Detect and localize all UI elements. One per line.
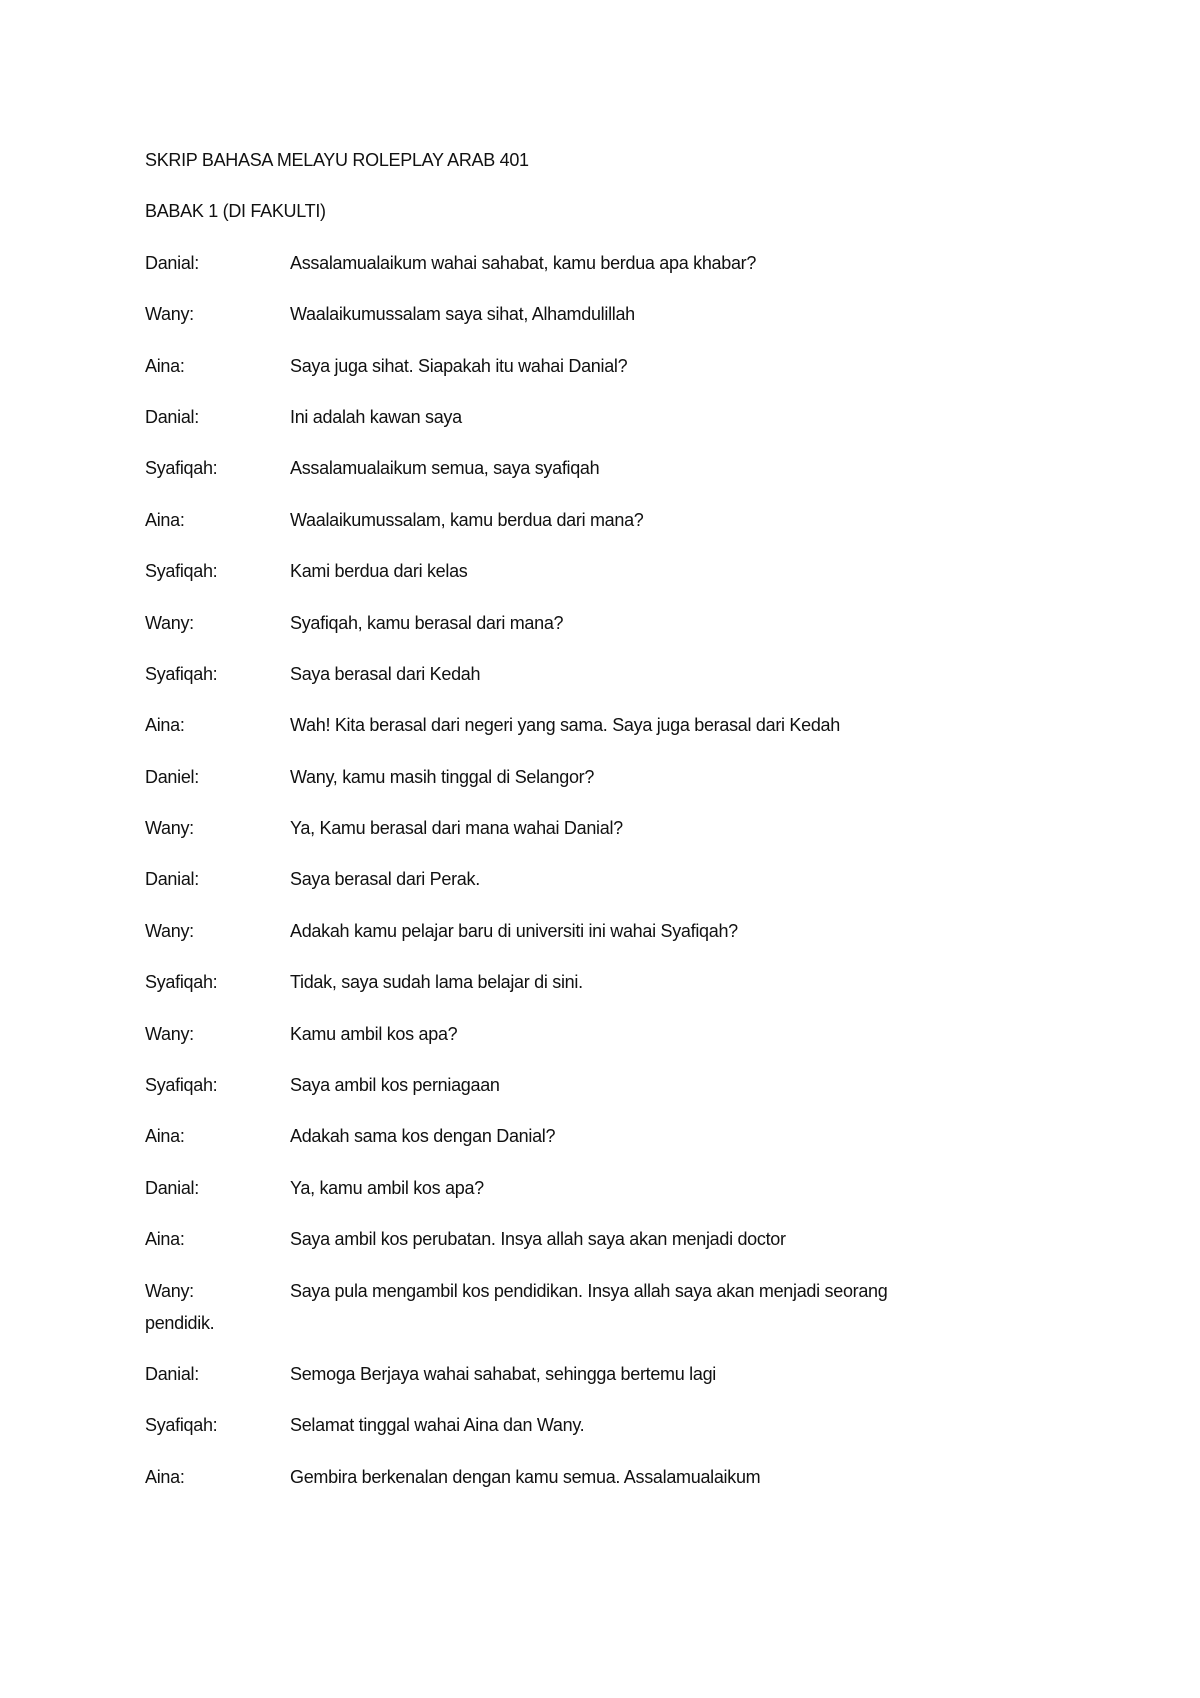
dialogue-text: Wany, kamu masih tinggal di Selangor? <box>290 766 595 787</box>
dialogue-text: Saya berasal dari Perak. <box>290 869 480 890</box>
speaker-name: Syafiqah: <box>145 663 218 684</box>
dialogue-text: Adakah sama kos dengan Danial? <box>290 1126 556 1147</box>
dialogue-line <box>145 247 1045 279</box>
speaker-name: Wany: <box>145 304 194 325</box>
dialogue-line <box>145 1358 1045 1390</box>
dialogue-text: Gembira berkenalan dengan kamu semua. Assalamualaikum <box>290 1466 761 1487</box>
dialogue-text: Kami berdua dari kelas <box>290 561 468 582</box>
dialogue-line <box>145 298 1045 330</box>
dialogue-line <box>145 915 1045 947</box>
dialogue-text: Assalamualaikum semua, saya syafiqah <box>290 458 600 479</box>
dialogue-line <box>145 863 1045 895</box>
speaker-name: Aina: <box>145 1229 185 1250</box>
dialogue-text: Saya ambil kos perubatan. Insya allah saya akan menjadi doctor <box>290 1229 786 1250</box>
dialogue-line <box>145 709 1045 741</box>
dialogue-line <box>145 555 1045 587</box>
speaker-name: Wany: <box>145 612 194 633</box>
speaker-name: Wany: <box>145 920 194 941</box>
speaker-name: Danial: <box>145 406 199 427</box>
speaker-name: Aina: <box>145 1126 185 1147</box>
speaker-name: Danial: <box>145 1363 199 1384</box>
dialogue-text: Assalamualaikum wahai sahabat, kamu berdua apa khabar? <box>290 252 757 273</box>
dialogue-line <box>145 1223 1045 1255</box>
document-page <box>145 144 1045 1512</box>
dialogue-text: Saya berasal dari Kedah <box>290 663 481 684</box>
speaker-name: Wany: <box>145 1023 194 1044</box>
dialogue-text: Tidak, saya sudah lama belajar di sini. <box>290 972 583 993</box>
dialogue-line <box>145 1018 1045 1050</box>
dialogue-text: Saya pula mengambil kos pendidikan. Insya allah saya akan menjadi seorang <box>290 1280 888 1301</box>
dialogue-text: Selamat tinggal wahai Aina dan Wany. <box>290 1415 585 1436</box>
dialogue-text: Adakah kamu pelajar baru di universiti ini wahai Syafiqah? <box>290 920 738 941</box>
dialogue-line <box>145 1069 1045 1101</box>
dialogue-text: Ya, Kamu berasal dari mana wahai Danial? <box>290 818 623 839</box>
dialogue-text: Waalaikumussalam saya sihat, Alhamdulillah <box>290 304 635 325</box>
speaker-name: Aina: <box>145 715 185 736</box>
dialogue-line <box>145 350 1045 382</box>
dialogue-text: Syafiqah, kamu berasal dari mana? <box>290 612 564 633</box>
dialogue-line <box>145 966 1045 998</box>
speaker-name: Danial: <box>145 1177 199 1198</box>
document-title: SKRIP BAHASA MELAYU ROLEPLAY ARAB 401 <box>145 150 529 170</box>
dialogue-line <box>145 1172 1045 1204</box>
dialogue-line <box>145 812 1045 844</box>
dialogue-line <box>145 658 1045 690</box>
dialogue-line <box>145 1120 1045 1152</box>
dialogue-line <box>145 504 1045 536</box>
speaker-name: Danial: <box>145 869 199 890</box>
dialogue-line <box>145 401 1045 433</box>
dialogue-text: Kamu ambil kos apa? <box>290 1023 458 1044</box>
speaker-name: Syafiqah: <box>145 458 218 479</box>
dialogue-text: Wah! Kita berasal dari negeri yang sama. Saya juga berasal dari Kedah <box>290 715 840 736</box>
dialogue-line <box>145 1409 1045 1441</box>
dialogue-text: Ya, kamu ambil kos apa? <box>290 1177 484 1198</box>
dialogue-line <box>145 607 1045 639</box>
speaker-name: Syafiqah: <box>145 1415 218 1436</box>
speaker-name: Aina: <box>145 355 185 376</box>
speaker-name: Wany: <box>145 1280 194 1301</box>
dialogue-line <box>145 452 1045 484</box>
dialogue-text: Saya juga sihat. Siapakah itu wahai Danial? <box>290 355 628 376</box>
dialogue-text: Saya ambil kos perniagaan <box>290 1075 500 1096</box>
dialogue-line <box>145 761 1045 793</box>
speaker-name: Syafiqah: <box>145 561 218 582</box>
speaker-name: Daniel: <box>145 766 199 787</box>
dialogue-text: Semoga Berjaya wahai sahabat, sehingga bertemu lagi <box>290 1363 716 1384</box>
dialogue-line <box>145 1461 1045 1493</box>
dialogue-text-continuation: pendidik. <box>145 1312 215 1333</box>
speaker-name: Aina: <box>145 509 185 530</box>
scene-heading: BABAK 1 (DI FAKULTI) <box>145 201 326 222</box>
speaker-name: Wany: <box>145 818 194 839</box>
speaker-name: Syafiqah: <box>145 972 218 993</box>
speaker-name: Aina: <box>145 1466 185 1487</box>
dialogue-text: Waalaikumussalam, kamu berdua dari mana? <box>290 509 644 530</box>
dialogue-text: Ini adalah kawan saya <box>290 406 462 427</box>
speaker-name: Danial: <box>145 252 199 273</box>
dialogue-line <box>145 1275 1045 1339</box>
dialogue-list <box>145 247 1045 1493</box>
speaker-name: Syafiqah: <box>145 1075 218 1096</box>
